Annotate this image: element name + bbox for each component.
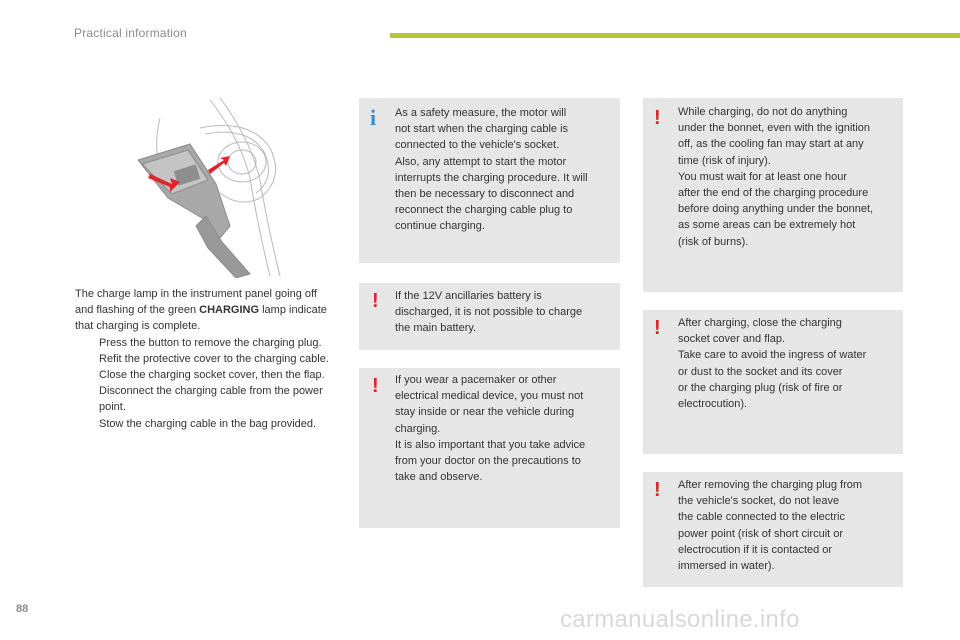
warning-box-socket-cover xyxy=(643,310,903,454)
charging-plug-drawing xyxy=(100,98,300,278)
warning-box-battery xyxy=(359,283,620,350)
list-item xyxy=(75,383,337,415)
warning-box-bonnet xyxy=(643,98,903,292)
list-item-text: Stow the charging cable in the bag provided. xyxy=(99,417,317,430)
charging-complete-instructions xyxy=(75,286,337,432)
section-title: Practical information xyxy=(74,26,187,40)
warning-icon: ! xyxy=(654,317,661,339)
list-item xyxy=(75,367,337,383)
intro-paragraph xyxy=(75,286,337,335)
info-box-text: As a safety measure, the motor will not start when the charging cable is connected to the vehicle's socket. Also, any attempt to start the motor interrupts the charging procedure. It will then be necessary to disconnect and reconnect the charging cable plug to continue charging. xyxy=(395,107,588,233)
warning-icon: ! xyxy=(372,375,379,397)
warning-box-unplug xyxy=(643,472,903,587)
warning-box-text: If you wear a pacemaker or other electrical medical device, you must not stay inside or near the vehicle during charging. It is also important that you take advice from your doctor on the precautions to take and observe. xyxy=(395,374,586,484)
warning-box-pacemaker xyxy=(359,368,620,528)
page-number: 88 xyxy=(16,603,29,615)
info-box-motor-safety xyxy=(359,98,620,263)
warning-icon: ! xyxy=(372,290,379,312)
warning-box-text: After charging, close the charging socket cover and flap. Take care to avoid the ingress of water or dust to the socket and its cover or the charging plug (risk of fire or electrocution). xyxy=(678,317,867,411)
list-item-text: Close the charging socket cover, then the flap. xyxy=(99,369,325,382)
instruction-list xyxy=(75,335,337,432)
warning-box-text: While charging, do not do anything under the bonnet, even with the ignition off, as the cooling fan may start at any time (risk of injury). You must wait for at least one hour after the end of the charging procedure before doing anything under the bonnet, as some areas can be extremely hot (risk of burns). xyxy=(678,106,874,248)
warning-icon: ! xyxy=(654,479,661,501)
warning-box-text: After removing the charging plug from the vehicle's socket, do not leave the cable connected to the electric power point (risk of short circuit or electrocution if it is contacted or immersed in water). xyxy=(678,479,863,573)
warning-icon: ! xyxy=(654,107,661,129)
intro-text-start: The charge lamp in the instrument panel going off and flashing of the green xyxy=(75,288,317,317)
list-item xyxy=(75,335,337,351)
info-icon: i xyxy=(370,105,377,130)
list-item-text: Disconnect the charging cable from the power point. xyxy=(99,385,323,414)
intro-text-end: lamp indicate that charging is complete. xyxy=(75,304,327,333)
list-item xyxy=(75,416,337,432)
list-item xyxy=(75,351,337,367)
header-accent-bar xyxy=(390,33,960,38)
list-item-text: Press the button to remove the charging plug. xyxy=(99,336,322,349)
watermark: carmanualsonline.info xyxy=(560,606,800,633)
charging-plug-illustration xyxy=(100,98,300,278)
list-item-text: Refit the protective cover to the charging cable. xyxy=(99,352,329,365)
charging-lamp-name: CHARGING xyxy=(199,304,260,317)
warning-box-text: If the 12V ancillaries battery is discharged, it is not possible to charge the main battery. xyxy=(395,290,583,335)
